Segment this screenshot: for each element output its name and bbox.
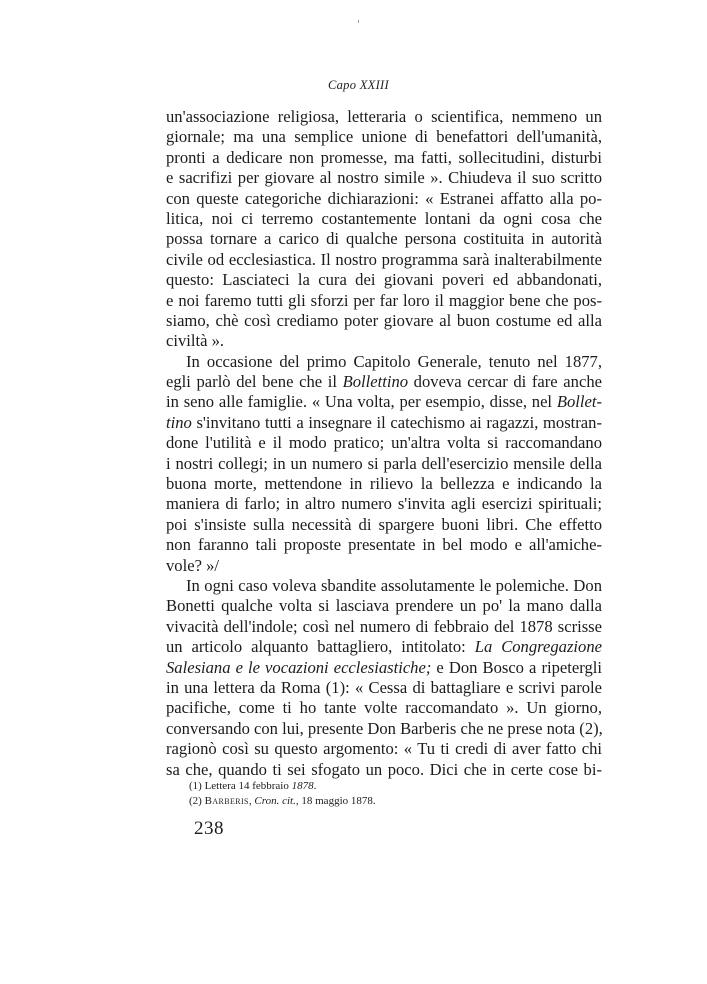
text-line: i nostri collegi; in un numero si parla dell'esercizio mensile della: [166, 453, 602, 473]
text-line: done l'utilità e il modo pratico; un'altra volta si raccomandano: [166, 433, 602, 453]
text-line: civile od ecclesiastica. Il nostro programma sarà inalterabilmente: [166, 249, 602, 269]
text-line: e sacrifizi per giovare al nostro simile ». Chiudeva il suo scritto: [166, 168, 602, 188]
footnote: (2) Barberis, Cron. cit., 18 maggio 1878.: [189, 795, 376, 807]
text-line: sa che, quando ti sei sfogato un poco. Dici che in certe cose bi-: [166, 759, 602, 779]
italic-title: Bollet-: [556, 392, 602, 412]
text-line: litica, noi ci terremo costantemente lontani da ogni cosa che: [166, 208, 602, 228]
text-line: In ogni caso voleva sbandite assolutamente le polemiche. Don: [186, 575, 602, 595]
text-line: in seno alle famiglie. « Una volta, per esempio, disse, nel Bollet-: [166, 392, 602, 412]
text-line: possa tornare a carico di qualche persona costituita in autorità: [166, 229, 602, 249]
text-line: poi s'insiste sulla necessità di spargere buoni libri. Che effetto: [166, 514, 602, 534]
italic-title: Bollettino: [342, 372, 409, 392]
italic-title: La Congregazione: [474, 637, 602, 657]
text-line: pacifiche, come ti ho tante volte raccomandato ». Un giorno,: [166, 698, 602, 718]
footnotes: [189, 779, 589, 809]
italic-title: Salesiana e le vocazioni ecclesiastiche;: [166, 657, 432, 677]
text-line: Salesiana e le vocazioni ecclesiastiche; e Don Bosco a ripetergli: [166, 657, 602, 677]
text-line: buona morte, mettendone in rilievo la bellezza e indicando la: [166, 474, 602, 494]
text-line: vivacità dell'indole; così nel numero di febbraio del 1878 scrisse: [166, 616, 602, 636]
text-line: egli parlò del bene che il Bollettino doveva cercar di fare anche: [166, 372, 602, 392]
text-line: In occasione del primo Capitolo Generale, tenuto nel 1877,: [186, 351, 602, 371]
text-line: un articolo alquanto battagliero, intitolato: La Congregazione: [166, 637, 602, 657]
text-line: tino s'invitano tutti a insegnare il catechismo ai ragazzi, mostran-: [166, 412, 602, 432]
text-line: Bonetti qualche volta si lasciava prendere un po' la mano dalla: [166, 596, 602, 616]
text-line: giornale; ma una semplice unione di benefattori dell'umanità,: [166, 127, 602, 147]
italic-title: tino: [166, 412, 192, 432]
footnote: (1) Lettera 14 febbraio 1878.: [189, 780, 317, 792]
scan-speck: [358, 20, 359, 23]
text-line: con queste categoriche dichiarazioni: « Estranei affatto alla po-: [166, 188, 602, 208]
text-line: e noi faremo tutti gli sforzi per far loro il maggior bene che pos-: [166, 290, 602, 310]
text-line: conversando con lui, presente Don Barberis che ne prese nota (2),: [166, 718, 603, 738]
text-line: siamo, chè così crediamo poter giovare al buon costume ed alla: [166, 310, 602, 330]
body-text: [166, 107, 602, 780]
text-line: maniera di farlo; in altro numero s'invita agli esercizi spirituali;: [166, 494, 602, 514]
text-line: vole? »/: [166, 555, 219, 575]
text-line: pronti a dedicare non promesse, ma fatti, sollecitudini, disturbi: [166, 147, 602, 167]
text-line: questo: Lasciateci la cura dei giovani poveri ed abbandonati,: [166, 270, 602, 290]
text-line: un'associazione religiosa, letteraria o scientifica, nemmeno un: [166, 107, 602, 126]
text-line: non faranno tali proposte presentate in bel modo e all'amiche-: [166, 535, 602, 555]
page-number: 238: [194, 818, 224, 839]
text-line: ragionò così su questo argomento: « Tu ti credi di aver fatto chi: [166, 739, 602, 759]
text-line: in una lettera da Roma (1): « Cessa di battagliare e scrivi parole: [166, 677, 602, 697]
text-line: civiltà ».: [166, 331, 225, 351]
running-head: Capo XXIII: [328, 78, 389, 92]
